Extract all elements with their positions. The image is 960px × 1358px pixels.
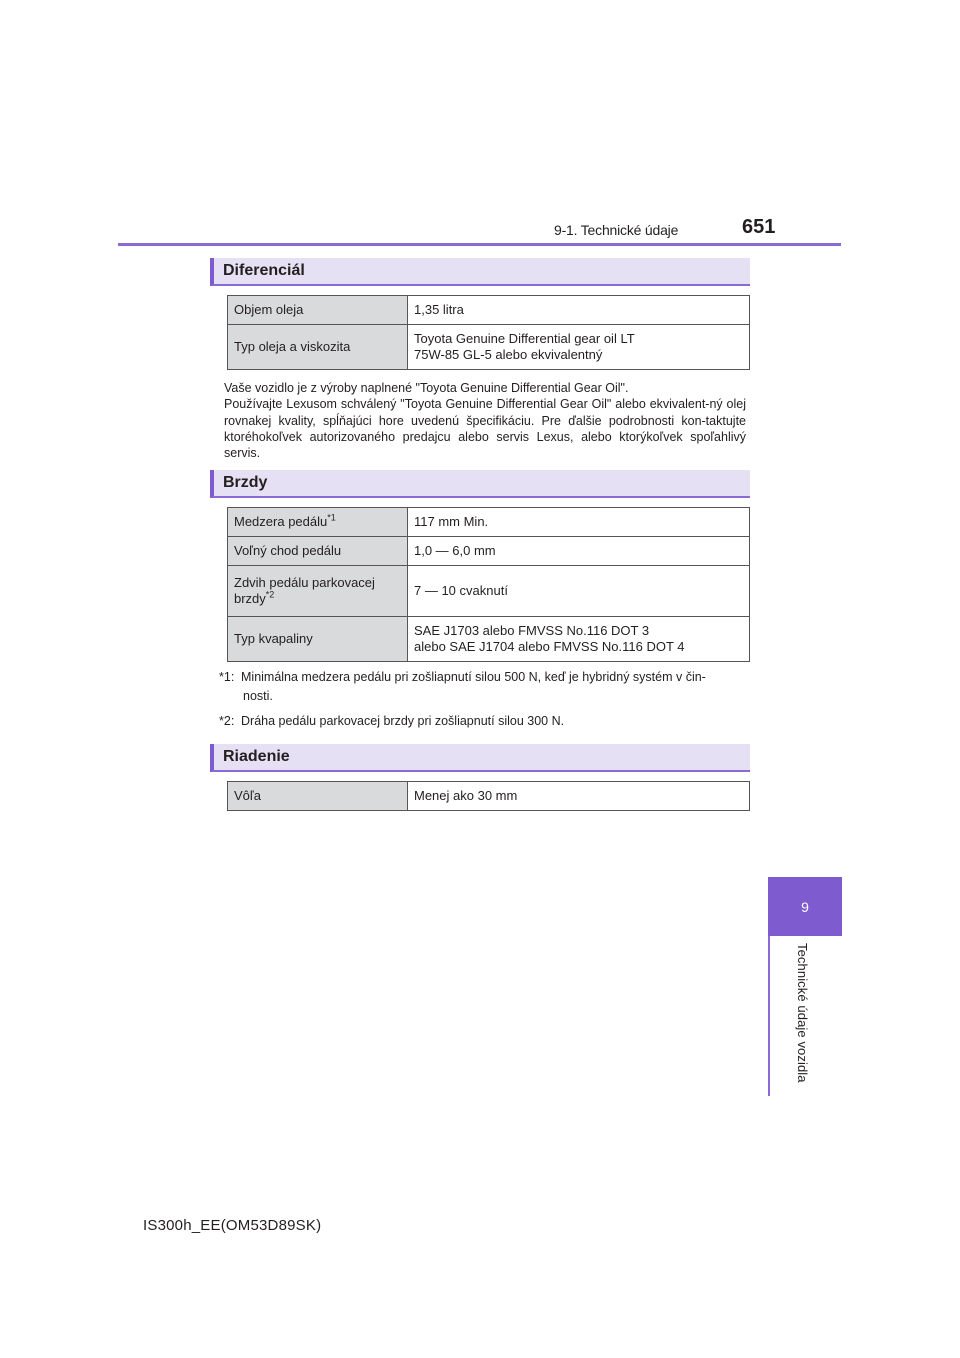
table-label: Objem oleja (228, 296, 408, 325)
chapter-number: 9 (801, 898, 809, 915)
chapter-title: Technické údaje vozidla (795, 943, 810, 1083)
differential-heading-text: Diferenciál (223, 262, 305, 279)
footnote-text: Dráha pedálu parkovacej brzdy pri zošliapnutí silou 300 N. (241, 714, 565, 728)
table-label-line: Zdvih pedálu parkovacej (234, 575, 375, 590)
footnote-text: Minimálna medzera pedálu pri zošliapnutí silou 500 N, keď je hybridný systém v čin- (241, 670, 706, 684)
table-label-line (234, 591, 401, 607)
header-divider (118, 243, 841, 246)
chapter-tab[interactable] (768, 877, 842, 936)
table-label: Typ kvapaliny (228, 617, 408, 662)
footnote-mark: *1: (219, 670, 235, 684)
table-value: 7 — 10 cvaknutí (408, 566, 750, 617)
differential-table (227, 295, 750, 370)
table-row (228, 782, 750, 811)
table-row (228, 325, 750, 370)
table-value: 117 mm Min. (408, 508, 750, 537)
table-value-line: Toyota Genuine Differential gear oil LT (414, 331, 635, 346)
side-divider (768, 936, 770, 1096)
steering-heading-text: Riadenie (223, 748, 290, 765)
footnote-text-cont: nosti. (243, 689, 273, 703)
steering-table (227, 781, 750, 811)
table-row (228, 296, 750, 325)
footnote-ref: *2 (265, 589, 275, 600)
table-value-line: 75W-85 GL-5 alebo ekvivalentný (414, 347, 603, 362)
differential-paragraph (224, 380, 746, 461)
table-value: 1,0 — 6,0 mm (408, 537, 750, 566)
table-label-text: Medzera pedálu (234, 514, 328, 529)
brakes-heading-text: Brzdy (223, 474, 268, 491)
paragraph-line: Vaše vozidlo je z výroby naplnené "Toyota Genuine Differential Gear Oil". (224, 381, 629, 395)
table-label (228, 566, 408, 617)
footnote-ref: *1 (327, 512, 336, 523)
page-number: 651 (742, 216, 776, 238)
footnote-mark: *2: (219, 714, 235, 728)
brakes-table (227, 507, 750, 662)
footnote-1 (219, 668, 749, 706)
table-value-line: alebo SAE J1704 alebo FMVSS No.116 DOT 4 (414, 639, 685, 654)
table-label-text: brzdy (234, 591, 266, 606)
table-value (408, 325, 750, 370)
table-row (228, 537, 750, 566)
footnote-2 (219, 712, 749, 731)
table-row (228, 617, 750, 662)
section-title: 9-1. Technické údaje (554, 222, 679, 238)
table-row (228, 508, 750, 537)
table-value: Menej ako 30 mm (408, 782, 750, 811)
table-label (228, 508, 408, 537)
table-label: Voľný chod pedálu (228, 537, 408, 566)
paragraph-line: Používajte Lexusom schválený "Toyota Genuine Differential Gear Oil" alebo ekvivalent-ný olej rovnakej kvality, spĺňajúci hore uvedenú špecifikáciu. Pre ďalšie podrobnosti kon-taktujte ktoréhokoľvek autorizovaného predajcu alebo servis Lexus, alebo ktorýkoľvek spoľahlivý servis. (224, 397, 746, 461)
table-row (228, 566, 750, 617)
table-label: Typ oleja a viskozita (228, 325, 408, 370)
table-label: Vôľa (228, 782, 408, 811)
table-value: 1,35 litra (408, 296, 750, 325)
differential-heading (210, 258, 750, 286)
brakes-heading (210, 470, 750, 498)
steering-heading (210, 744, 750, 772)
table-value-line: SAE J1703 alebo FMVSS No.116 DOT 3 (414, 623, 650, 638)
document-code: IS300h_EE(OM53D89SK) (143, 1217, 322, 1234)
table-value (408, 617, 750, 662)
